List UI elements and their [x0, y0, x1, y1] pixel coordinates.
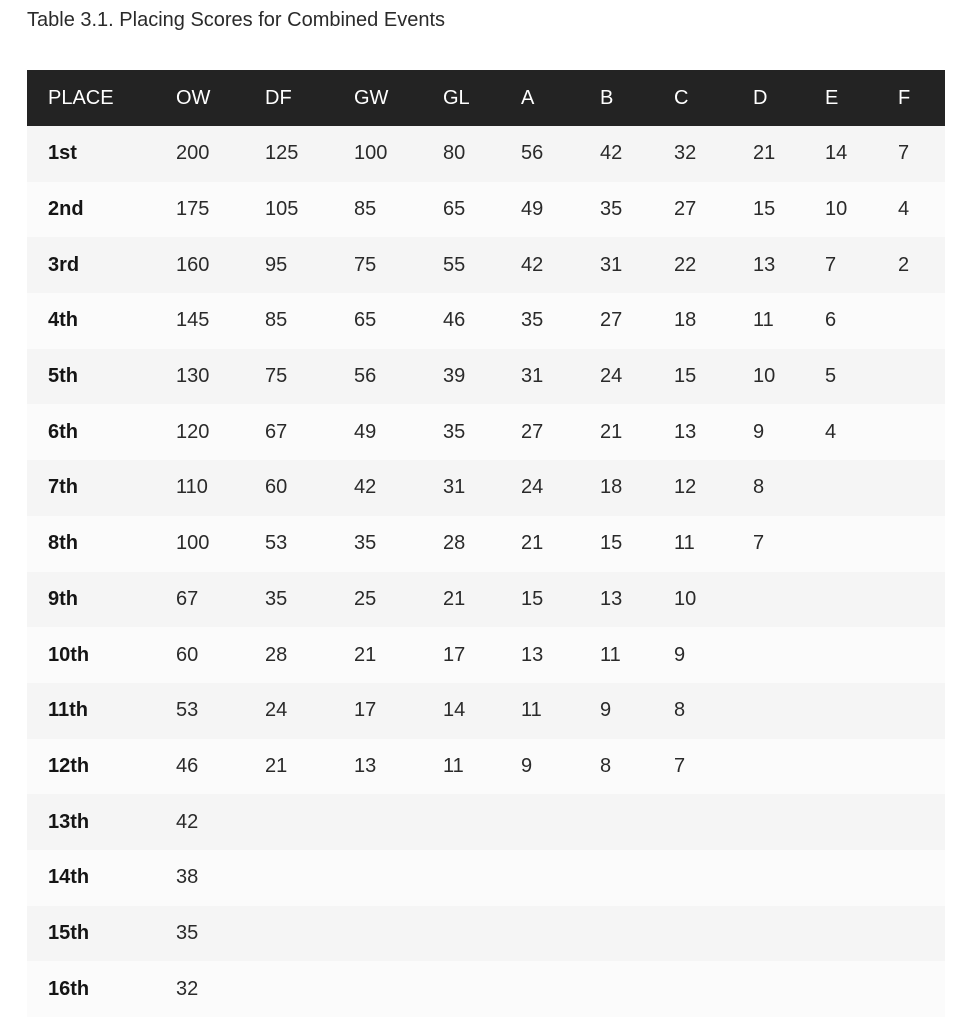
- score-cell-e: 10: [825, 182, 898, 238]
- score-cell-df: [265, 961, 354, 1017]
- score-cell-f: 4: [898, 182, 945, 238]
- score-cell-d: 11: [753, 293, 825, 349]
- score-cell-c: [674, 906, 753, 962]
- score-cell-gw: [354, 794, 443, 850]
- score-cell-b: 8: [600, 739, 674, 795]
- score-cell-df: 28: [265, 627, 354, 683]
- score-cell-b: [600, 850, 674, 906]
- place-cell: 1st: [27, 126, 176, 182]
- column-header-c: C: [674, 70, 753, 126]
- score-cell-gw: 85: [354, 182, 443, 238]
- score-cell-gw: 25: [354, 572, 443, 628]
- score-cell-gl: 46: [443, 293, 521, 349]
- score-cell-gl: 28: [443, 516, 521, 572]
- score-cell-ow: 42: [176, 794, 265, 850]
- score-cell-c: [674, 794, 753, 850]
- table-row: [27, 961, 945, 1017]
- score-cell-df: 85: [265, 293, 354, 349]
- score-cell-d: [753, 572, 825, 628]
- score-cell-df: 53: [265, 516, 354, 572]
- table-row: [27, 349, 945, 405]
- table-row: [27, 182, 945, 238]
- column-header-e: E: [825, 70, 898, 126]
- score-cell-ow: 100: [176, 516, 265, 572]
- table-row: [27, 627, 945, 683]
- score-cell-gw: 65: [354, 293, 443, 349]
- score-cell-df: [265, 850, 354, 906]
- score-cell-f: [898, 349, 945, 405]
- score-cell-df: 24: [265, 683, 354, 739]
- score-cell-d: [753, 627, 825, 683]
- score-cell-b: 42: [600, 126, 674, 182]
- score-cell-a: [521, 850, 600, 906]
- score-cell-ow: 60: [176, 627, 265, 683]
- score-cell-df: 105: [265, 182, 354, 238]
- score-cell-f: [898, 906, 945, 962]
- place-cell: 2nd: [27, 182, 176, 238]
- score-cell-a: 15: [521, 572, 600, 628]
- placing-scores-table: [27, 70, 945, 1017]
- column-header-place: PLACE: [27, 70, 176, 126]
- score-cell-gw: 49: [354, 404, 443, 460]
- place-cell: 15th: [27, 906, 176, 962]
- score-cell-df: [265, 906, 354, 962]
- table-row: [27, 460, 945, 516]
- score-cell-a: 49: [521, 182, 600, 238]
- score-cell-d: 7: [753, 516, 825, 572]
- score-cell-c: 32: [674, 126, 753, 182]
- score-cell-a: 42: [521, 237, 600, 293]
- score-cell-d: [753, 794, 825, 850]
- score-cell-e: [825, 516, 898, 572]
- score-cell-gl: 11: [443, 739, 521, 795]
- score-cell-e: 14: [825, 126, 898, 182]
- score-cell-c: 11: [674, 516, 753, 572]
- score-cell-d: [753, 850, 825, 906]
- score-cell-b: 24: [600, 349, 674, 405]
- score-cell-gl: 14: [443, 683, 521, 739]
- score-cell-d: [753, 906, 825, 962]
- place-cell: 13th: [27, 794, 176, 850]
- score-cell-f: [898, 794, 945, 850]
- score-cell-d: [753, 739, 825, 795]
- table-row: [27, 516, 945, 572]
- score-cell-ow: 32: [176, 961, 265, 1017]
- score-cell-gw: [354, 850, 443, 906]
- score-cell-d: 15: [753, 182, 825, 238]
- score-cell-gw: 13: [354, 739, 443, 795]
- score-cell-gl: 65: [443, 182, 521, 238]
- score-cell-c: [674, 961, 753, 1017]
- score-cell-f: 2: [898, 237, 945, 293]
- table-row: [27, 404, 945, 460]
- score-cell-a: 13: [521, 627, 600, 683]
- table-row: [27, 906, 945, 962]
- score-cell-f: [898, 627, 945, 683]
- score-cell-ow: 175: [176, 182, 265, 238]
- score-cell-b: 27: [600, 293, 674, 349]
- place-cell: 7th: [27, 460, 176, 516]
- header-row: [27, 70, 945, 126]
- score-cell-gl: 35: [443, 404, 521, 460]
- score-cell-gl: [443, 906, 521, 962]
- score-cell-d: [753, 961, 825, 1017]
- score-cell-c: 18: [674, 293, 753, 349]
- column-header-a: A: [521, 70, 600, 126]
- score-cell-a: 24: [521, 460, 600, 516]
- score-cell-b: 18: [600, 460, 674, 516]
- score-cell-b: 15: [600, 516, 674, 572]
- score-cell-d: 13: [753, 237, 825, 293]
- table-row: [27, 237, 945, 293]
- score-cell-gl: 80: [443, 126, 521, 182]
- score-cell-gw: [354, 961, 443, 1017]
- score-cell-b: 35: [600, 182, 674, 238]
- score-cell-ow: 145: [176, 293, 265, 349]
- score-cell-b: 13: [600, 572, 674, 628]
- score-cell-ow: 200: [176, 126, 265, 182]
- score-cell-ow: 46: [176, 739, 265, 795]
- score-cell-gl: [443, 794, 521, 850]
- score-cell-gl: 21: [443, 572, 521, 628]
- table-row: [27, 850, 945, 906]
- table-caption: Table 3.1. Placing Scores for Combined Events: [27, 9, 445, 31]
- place-cell: 6th: [27, 404, 176, 460]
- score-cell-gw: 56: [354, 349, 443, 405]
- column-header-df: DF: [265, 70, 354, 126]
- score-cell-df: 35: [265, 572, 354, 628]
- score-cell-f: [898, 683, 945, 739]
- table-body: [27, 126, 945, 1017]
- score-cell-gl: 55: [443, 237, 521, 293]
- score-cell-ow: 67: [176, 572, 265, 628]
- score-cell-d: [753, 683, 825, 739]
- column-header-f: F: [898, 70, 945, 126]
- score-cell-a: 31: [521, 349, 600, 405]
- score-cell-gl: [443, 850, 521, 906]
- score-cell-f: [898, 404, 945, 460]
- score-cell-ow: 110: [176, 460, 265, 516]
- score-cell-gl: 31: [443, 460, 521, 516]
- score-cell-ow: 160: [176, 237, 265, 293]
- table-row: [27, 739, 945, 795]
- score-cell-f: [898, 850, 945, 906]
- score-cell-c: [674, 850, 753, 906]
- column-header-ow: OW: [176, 70, 265, 126]
- score-cell-gw: 100: [354, 126, 443, 182]
- place-cell: 5th: [27, 349, 176, 405]
- score-cell-c: 12: [674, 460, 753, 516]
- score-cell-e: [825, 961, 898, 1017]
- score-cell-gw: 75: [354, 237, 443, 293]
- score-cell-a: 56: [521, 126, 600, 182]
- score-cell-a: [521, 961, 600, 1017]
- score-cell-e: 6: [825, 293, 898, 349]
- score-cell-f: [898, 572, 945, 628]
- score-cell-e: 4: [825, 404, 898, 460]
- score-cell-ow: 130: [176, 349, 265, 405]
- score-cell-df: 21: [265, 739, 354, 795]
- score-cell-c: 7: [674, 739, 753, 795]
- column-header-gw: GW: [354, 70, 443, 126]
- score-cell-d: 8: [753, 460, 825, 516]
- score-cell-b: 11: [600, 627, 674, 683]
- score-cell-a: 35: [521, 293, 600, 349]
- score-cell-b: [600, 906, 674, 962]
- place-cell: 11th: [27, 683, 176, 739]
- score-cell-c: 15: [674, 349, 753, 405]
- column-header-b: B: [600, 70, 674, 126]
- place-cell: 10th: [27, 627, 176, 683]
- place-cell: 3rd: [27, 237, 176, 293]
- score-cell-ow: 120: [176, 404, 265, 460]
- score-cell-c: 9: [674, 627, 753, 683]
- score-cell-c: 10: [674, 572, 753, 628]
- score-cell-gw: 35: [354, 516, 443, 572]
- score-cell-e: [825, 850, 898, 906]
- score-cell-b: [600, 961, 674, 1017]
- score-cell-e: [825, 794, 898, 850]
- score-cell-e: [825, 627, 898, 683]
- score-cell-c: 22: [674, 237, 753, 293]
- score-cell-c: 27: [674, 182, 753, 238]
- score-cell-f: 7: [898, 126, 945, 182]
- score-cell-a: [521, 906, 600, 962]
- score-cell-a: 9: [521, 739, 600, 795]
- score-cell-c: 8: [674, 683, 753, 739]
- score-cell-e: [825, 683, 898, 739]
- score-cell-ow: 38: [176, 850, 265, 906]
- score-cell-d: 10: [753, 349, 825, 405]
- place-cell: 9th: [27, 572, 176, 628]
- score-cell-df: 67: [265, 404, 354, 460]
- place-cell: 16th: [27, 961, 176, 1017]
- score-cell-a: 11: [521, 683, 600, 739]
- score-cell-df: 60: [265, 460, 354, 516]
- score-cell-f: [898, 961, 945, 1017]
- table-row: [27, 794, 945, 850]
- score-cell-b: 9: [600, 683, 674, 739]
- place-cell: 4th: [27, 293, 176, 349]
- column-header-gl: GL: [443, 70, 521, 126]
- score-cell-a: 21: [521, 516, 600, 572]
- score-cell-f: [898, 739, 945, 795]
- score-cell-gw: 42: [354, 460, 443, 516]
- score-cell-gl: 39: [443, 349, 521, 405]
- score-cell-gw: [354, 906, 443, 962]
- table-row: [27, 683, 945, 739]
- score-cell-e: [825, 906, 898, 962]
- score-cell-f: [898, 460, 945, 516]
- score-cell-e: 5: [825, 349, 898, 405]
- score-cell-gw: 21: [354, 627, 443, 683]
- score-cell-d: 9: [753, 404, 825, 460]
- table-row: [27, 293, 945, 349]
- score-cell-gl: [443, 961, 521, 1017]
- score-cell-f: [898, 516, 945, 572]
- score-cell-df: 95: [265, 237, 354, 293]
- score-cell-e: 7: [825, 237, 898, 293]
- score-cell-df: [265, 794, 354, 850]
- score-cell-df: 75: [265, 349, 354, 405]
- score-cell-a: 27: [521, 404, 600, 460]
- place-cell: 8th: [27, 516, 176, 572]
- score-cell-e: [825, 739, 898, 795]
- score-cell-ow: 35: [176, 906, 265, 962]
- score-cell-b: [600, 794, 674, 850]
- score-cell-b: 21: [600, 404, 674, 460]
- place-cell: 12th: [27, 739, 176, 795]
- score-cell-e: [825, 572, 898, 628]
- score-cell-d: 21: [753, 126, 825, 182]
- score-cell-b: 31: [600, 237, 674, 293]
- score-cell-gw: 17: [354, 683, 443, 739]
- score-cell-a: [521, 794, 600, 850]
- score-cell-f: [898, 293, 945, 349]
- score-cell-gl: 17: [443, 627, 521, 683]
- table-row: [27, 572, 945, 628]
- score-cell-c: 13: [674, 404, 753, 460]
- score-cell-ow: 53: [176, 683, 265, 739]
- place-cell: 14th: [27, 850, 176, 906]
- table-row: [27, 126, 945, 182]
- score-cell-e: [825, 460, 898, 516]
- column-header-d: D: [753, 70, 825, 126]
- score-cell-df: 125: [265, 126, 354, 182]
